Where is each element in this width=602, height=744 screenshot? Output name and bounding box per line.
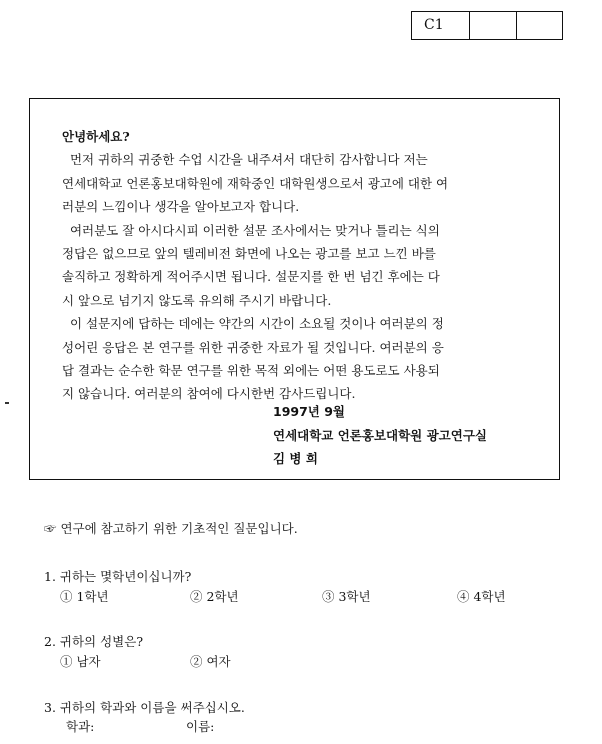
letter-line: 러분의 느낌이나 생각을 알아보고자 합니다. — [62, 199, 300, 215]
letter-line: 먼저 귀하의 귀중한 수업 시간을 내주셔서 대단히 감사합니다 저는 — [62, 152, 428, 168]
letter-author: 김 병 희 — [273, 451, 318, 466]
question-2-options — [60, 652, 231, 670]
question-3-fields — [66, 717, 214, 735]
question-1-option-3[interactable]: ③ 3학년 — [322, 589, 371, 604]
question-1-options — [60, 587, 506, 605]
question-1-option-4[interactable]: ④ 4학년 — [457, 589, 506, 604]
letter-line: 솔직하고 정확하게 적어주시면 됩니다. 설문지를 한 번 넘긴 후에는 다 — [62, 269, 440, 285]
letter-line: 시 앞으로 넘기지 않도록 유의해 주시기 바랍니다. — [62, 292, 332, 308]
survey-code-label: C1 — [424, 17, 444, 33]
section-intro: ☞ 연구에 참고하기 위한 기초적인 질문입니다. — [44, 521, 298, 536]
letter-signature — [273, 400, 487, 471]
letter-greeting: 안녕하세요? — [62, 129, 130, 144]
question-2-option-1[interactable]: ① 남자 — [60, 654, 101, 669]
question-1-option-2[interactable]: ② 2학년 — [190, 589, 239, 604]
question-1-option-1[interactable]: ① 1학년 — [60, 589, 109, 604]
letter-line: 정답은 없으므로 앞의 텔레비전 화면에 나오는 광고를 보고 느낀 바를 — [62, 246, 436, 262]
letter-line: 연세대학교 언론홍보대학원에 재학중인 대학원생으로서 광고에 대한 여 — [62, 175, 449, 191]
department-field-label[interactable]: 학과: — [66, 719, 95, 734]
survey-code-box — [411, 11, 563, 40]
margin-mark — [5, 402, 9, 404]
letter-line: 지 않습니다. 여러분의 참여에 다시한번 감사드립니다. — [62, 386, 356, 402]
question-2-text: 2. 귀하의 성별은? — [44, 634, 144, 649]
survey-code-cell-blank-2 — [516, 12, 562, 39]
letter-line: 이 설문지에 답하는 데에는 약간의 시간이 소요될 것이나 여러분의 정 — [62, 316, 444, 332]
question-2-option-2[interactable]: ② 여자 — [190, 654, 231, 669]
letter-organization: 연세대학교 언론홍보대학원 광고연구실 — [273, 427, 487, 443]
question-1-text: 1. 귀하는 몇학년이십니까? — [44, 569, 192, 584]
letter-line: 답 결과는 순수한 학문 연구를 위한 목적 외에는 어떤 용도로도 사용되 — [62, 363, 440, 379]
letter-line: 여러분도 잘 아시다시피 이러한 설문 조사에서는 맞거나 틀리는 식의 — [62, 222, 440, 238]
question-3-text: 3. 귀하의 학과와 이름을 써주십시오. — [44, 700, 245, 715]
survey-code-cell-blank-1 — [469, 12, 515, 39]
letter-date: 1997년 9월 — [273, 404, 345, 419]
name-field-label[interactable]: 이름: — [186, 719, 215, 734]
letter-line: 성어린 응답은 본 연구를 위한 귀중한 자료가 될 것입니다. 여러분의 응 — [62, 339, 444, 355]
